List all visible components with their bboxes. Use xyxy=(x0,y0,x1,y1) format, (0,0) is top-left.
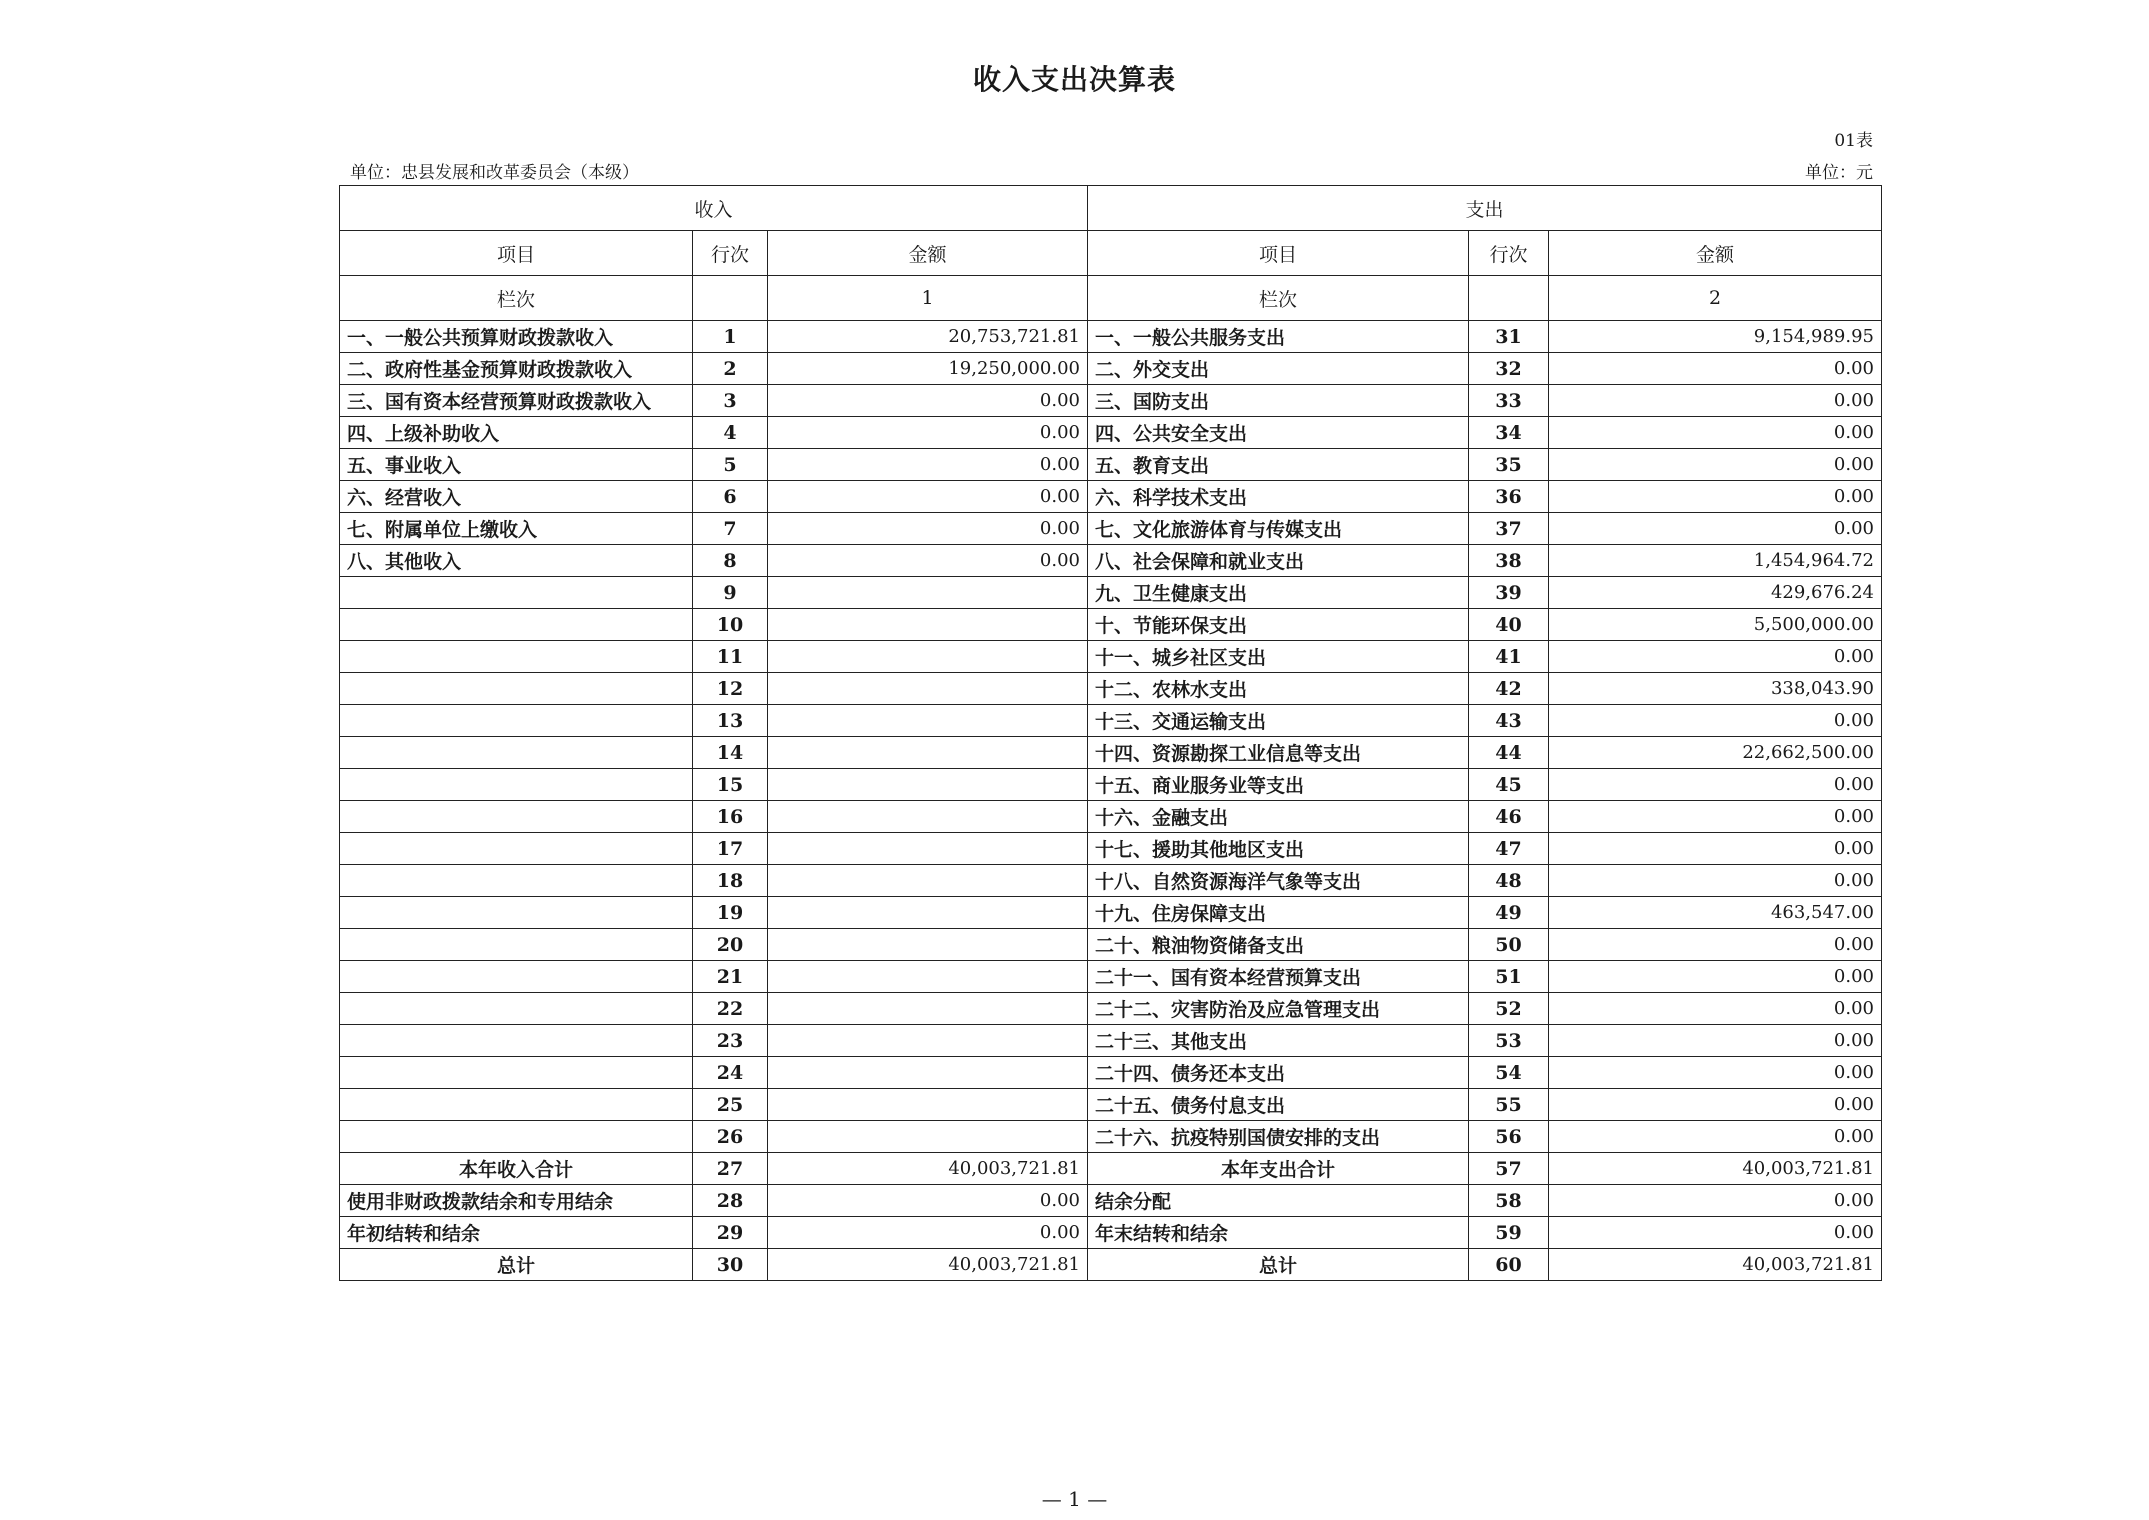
expense-amount-cell: 463,547.00 xyxy=(1549,897,1882,929)
expense-rowno-cell: 55 xyxy=(1469,1089,1549,1121)
expense-amount-cell: 0.00 xyxy=(1549,705,1882,737)
income-item-cell xyxy=(340,1025,693,1057)
table-row xyxy=(340,417,1882,449)
income-rowno-cell: 10 xyxy=(693,609,768,641)
income-amount-cell xyxy=(768,833,1088,865)
expense-lanci-label: 栏次 xyxy=(1088,276,1469,321)
expense-amount-cell: 0.00 xyxy=(1549,769,1882,801)
expense-rowno-cell: 50 xyxy=(1469,929,1549,961)
expense-item-cell: 十八、自然资源海洋气象等支出 xyxy=(1088,865,1469,897)
income-amount-cell xyxy=(768,737,1088,769)
income-rowno-cell: 19 xyxy=(693,897,768,929)
expense-item-cell: 九、卫生健康支出 xyxy=(1088,577,1469,609)
income-item-cell xyxy=(340,705,693,737)
expense-amount-cell: 40,003,721.81 xyxy=(1549,1153,1882,1185)
table-row xyxy=(340,321,1882,353)
expense-amount-cell: 0.00 xyxy=(1549,353,1882,385)
income-item-cell xyxy=(340,833,693,865)
income-expense-table xyxy=(339,185,1882,1281)
expense-item-cell: 四、公共安全支出 xyxy=(1088,417,1469,449)
income-rowno-cell: 7 xyxy=(693,513,768,545)
table-row xyxy=(340,705,1882,737)
expense-amount-cell: 0.00 xyxy=(1549,961,1882,993)
expense-rowno-cell: 59 xyxy=(1469,1217,1549,1249)
table-row xyxy=(340,1089,1882,1121)
expense-amount-cell: 1,454,964.72 xyxy=(1549,545,1882,577)
expense-amount-cell: 9,154,989.95 xyxy=(1549,321,1882,353)
income-amount-cell xyxy=(768,705,1088,737)
income-item-cell: 七、附属单位上缴收入 xyxy=(340,513,693,545)
expense-amount-cell: 40,003,721.81 xyxy=(1549,1249,1882,1281)
income-amount-cell xyxy=(768,577,1088,609)
expense-rowno-cell: 51 xyxy=(1469,961,1549,993)
expense-amount-cell: 0.00 xyxy=(1549,1089,1882,1121)
income-amount-cell xyxy=(768,1121,1088,1153)
expense-item-cell: 二十二、灾害防治及应急管理支出 xyxy=(1088,993,1469,1025)
income-rowno-header: 行次 xyxy=(693,231,768,276)
income-item-header: 项目 xyxy=(340,231,693,276)
income-item-cell xyxy=(340,1121,693,1153)
expense-item-cell: 总计 xyxy=(1088,1249,1469,1281)
income-item-cell xyxy=(340,577,693,609)
expense-item-cell: 十、节能环保支出 xyxy=(1088,609,1469,641)
income-item-cell: 六、经营收入 xyxy=(340,481,693,513)
expense-rowno-cell: 57 xyxy=(1469,1153,1549,1185)
income-rowno-cell: 16 xyxy=(693,801,768,833)
expense-rowno-cell: 45 xyxy=(1469,769,1549,801)
expense-item-cell: 一、一般公共服务支出 xyxy=(1088,321,1469,353)
expense-item-cell: 十三、交通运输支出 xyxy=(1088,705,1469,737)
income-amount-cell: 0.00 xyxy=(768,1217,1088,1249)
income-rowno-cell: 28 xyxy=(693,1185,768,1217)
income-amount-header: 金额 xyxy=(768,231,1088,276)
income-amount-cell: 40,003,721.81 xyxy=(768,1153,1088,1185)
expense-item-cell: 二、外交支出 xyxy=(1088,353,1469,385)
income-rowno-cell: 4 xyxy=(693,417,768,449)
income-rowno-cell: 24 xyxy=(693,1057,768,1089)
income-amount-cell: 0.00 xyxy=(768,481,1088,513)
expense-item-cell: 年末结转和结余 xyxy=(1088,1217,1469,1249)
currency-unit: 单位：元 xyxy=(1805,163,1873,183)
income-amount-cell xyxy=(768,897,1088,929)
income-rowno-cell: 20 xyxy=(693,929,768,961)
expense-rowno-header: 行次 xyxy=(1469,231,1549,276)
expense-amount-cell: 429,676.24 xyxy=(1549,577,1882,609)
income-item-cell: 总计 xyxy=(340,1249,693,1281)
expense-amount-cell: 0.00 xyxy=(1549,993,1882,1025)
income-amount-cell: 0.00 xyxy=(768,449,1088,481)
table-row xyxy=(340,737,1882,769)
table-row xyxy=(340,1121,1882,1153)
expense-rowno-cell: 54 xyxy=(1469,1057,1549,1089)
total-row xyxy=(340,1217,1882,1249)
expense-rowno-cell: 34 xyxy=(1469,417,1549,449)
income-amount-cell xyxy=(768,769,1088,801)
income-rowno-cell: 23 xyxy=(693,1025,768,1057)
table-row xyxy=(340,513,1882,545)
expense-item-cell: 七、文化旅游体育与传媒支出 xyxy=(1088,513,1469,545)
expense-rowno-cell: 47 xyxy=(1469,833,1549,865)
header-row-sections xyxy=(340,186,1882,231)
expense-amount-cell: 0.00 xyxy=(1549,1025,1882,1057)
income-item-cell xyxy=(340,1057,693,1089)
table-row xyxy=(340,833,1882,865)
expense-item-header: 项目 xyxy=(1088,231,1469,276)
table-row xyxy=(340,385,1882,417)
expense-amount-cell: 0.00 xyxy=(1549,833,1882,865)
expense-rowno-cell: 41 xyxy=(1469,641,1549,673)
header-row-columns xyxy=(340,231,1882,276)
income-amount-cell: 0.00 xyxy=(768,513,1088,545)
expense-item-cell: 十二、农林水支出 xyxy=(1088,673,1469,705)
expense-rowno-cell: 35 xyxy=(1469,449,1549,481)
income-rowno-cell: 17 xyxy=(693,833,768,865)
expense-item-cell: 十四、资源勘探工业信息等支出 xyxy=(1088,737,1469,769)
income-amount-cell: 0.00 xyxy=(768,545,1088,577)
expense-amount-cell: 0.00 xyxy=(1549,513,1882,545)
income-item-cell: 二、政府性基金预算财政拨款收入 xyxy=(340,353,693,385)
expense-amount-cell: 338,043.90 xyxy=(1549,673,1882,705)
expense-rowno-cell: 38 xyxy=(1469,545,1549,577)
expense-amount-header: 金额 xyxy=(1549,231,1882,276)
income-lanci-number: 1 xyxy=(768,276,1088,321)
table-row xyxy=(340,769,1882,801)
expense-rowno-cell: 40 xyxy=(1469,609,1549,641)
expense-item-cell: 十一、城乡社区支出 xyxy=(1088,641,1469,673)
expense-item-cell: 五、教育支出 xyxy=(1088,449,1469,481)
income-rowno-cell: 29 xyxy=(693,1217,768,1249)
expense-item-cell: 三、国防支出 xyxy=(1088,385,1469,417)
expense-item-cell: 二十五、债务付息支出 xyxy=(1088,1089,1469,1121)
income-rowno-cell: 30 xyxy=(693,1249,768,1281)
income-item-cell xyxy=(340,865,693,897)
table-row xyxy=(340,353,1882,385)
expense-rowno-cell: 44 xyxy=(1469,737,1549,769)
table-row xyxy=(340,929,1882,961)
reporting-unit: 单位：忠县发展和改革委员会（本级） xyxy=(350,163,639,183)
expense-item-cell: 二十一、国有资本经营预算支出 xyxy=(1088,961,1469,993)
income-section-header: 收入 xyxy=(340,186,1088,231)
income-amount-cell xyxy=(768,929,1088,961)
expense-item-cell: 六、科学技术支出 xyxy=(1088,481,1469,513)
income-item-cell xyxy=(340,929,693,961)
table-row xyxy=(340,673,1882,705)
expense-amount-cell: 0.00 xyxy=(1549,385,1882,417)
income-rowno-cell: 1 xyxy=(693,321,768,353)
expense-rowno-cell: 32 xyxy=(1469,353,1549,385)
expense-rowno-cell: 46 xyxy=(1469,801,1549,833)
income-rowno-cell: 18 xyxy=(693,865,768,897)
expense-amount-cell: 0.00 xyxy=(1549,641,1882,673)
income-amount-cell xyxy=(768,1025,1088,1057)
total-row xyxy=(340,1153,1882,1185)
income-amount-cell xyxy=(768,1057,1088,1089)
expense-amount-cell: 0.00 xyxy=(1549,1217,1882,1249)
table-row xyxy=(340,609,1882,641)
expense-rowno-cell: 31 xyxy=(1469,321,1549,353)
income-item-cell: 八、其他收入 xyxy=(340,545,693,577)
income-amount-cell: 19,250,000.00 xyxy=(768,353,1088,385)
table-row xyxy=(340,1025,1882,1057)
income-lanci-blank xyxy=(693,276,768,321)
income-rowno-cell: 15 xyxy=(693,769,768,801)
table-row xyxy=(340,801,1882,833)
expense-rowno-cell: 52 xyxy=(1469,993,1549,1025)
income-item-cell: 五、事业收入 xyxy=(340,449,693,481)
income-rowno-cell: 22 xyxy=(693,993,768,1025)
income-amount-cell: 20,753,721.81 xyxy=(768,321,1088,353)
income-rowno-cell: 11 xyxy=(693,641,768,673)
income-item-cell xyxy=(340,609,693,641)
expense-rowno-cell: 42 xyxy=(1469,673,1549,705)
expense-amount-cell: 0.00 xyxy=(1549,417,1882,449)
expense-item-cell: 十九、住房保障支出 xyxy=(1088,897,1469,929)
total-row xyxy=(340,1185,1882,1217)
income-rowno-cell: 5 xyxy=(693,449,768,481)
table-row xyxy=(340,481,1882,513)
expense-rowno-cell: 49 xyxy=(1469,897,1549,929)
income-amount-cell: 0.00 xyxy=(768,1185,1088,1217)
income-item-cell: 四、上级补助收入 xyxy=(340,417,693,449)
income-amount-cell: 40,003,721.81 xyxy=(768,1249,1088,1281)
expense-item-cell: 二十四、债务还本支出 xyxy=(1088,1057,1469,1089)
expense-rowno-cell: 37 xyxy=(1469,513,1549,545)
expense-rowno-cell: 60 xyxy=(1469,1249,1549,1281)
table-row xyxy=(340,897,1882,929)
income-item-cell: 本年收入合计 xyxy=(340,1153,693,1185)
income-rowno-cell: 2 xyxy=(693,353,768,385)
form-number: 01表 xyxy=(1834,131,1873,151)
expense-item-cell: 十五、商业服务业等支出 xyxy=(1088,769,1469,801)
income-amount-cell xyxy=(768,865,1088,897)
expense-rowno-cell: 58 xyxy=(1469,1185,1549,1217)
table-row xyxy=(340,961,1882,993)
table-row xyxy=(340,1057,1882,1089)
income-rowno-cell: 14 xyxy=(693,737,768,769)
income-item-cell: 年初结转和结余 xyxy=(340,1217,693,1249)
income-item-cell xyxy=(340,673,693,705)
expense-item-cell: 八、社会保障和就业支出 xyxy=(1088,545,1469,577)
expense-item-cell: 结余分配 xyxy=(1088,1185,1469,1217)
table-row xyxy=(340,545,1882,577)
income-rowno-cell: 8 xyxy=(693,545,768,577)
income-amount-cell xyxy=(768,609,1088,641)
expense-item-cell: 十六、金融支出 xyxy=(1088,801,1469,833)
expense-amount-cell: 0.00 xyxy=(1549,929,1882,961)
income-item-cell: 使用非财政拨款结余和专用结余 xyxy=(340,1185,693,1217)
income-amount-cell xyxy=(768,993,1088,1025)
table-row xyxy=(340,577,1882,609)
expense-section-header: 支出 xyxy=(1088,186,1882,231)
expense-amount-cell: 0.00 xyxy=(1549,865,1882,897)
income-item-cell xyxy=(340,801,693,833)
expense-rowno-cell: 33 xyxy=(1469,385,1549,417)
expense-amount-cell: 0.00 xyxy=(1549,1185,1882,1217)
expense-rowno-cell: 36 xyxy=(1469,481,1549,513)
expense-amount-cell: 0.00 xyxy=(1549,1057,1882,1089)
expense-amount-cell: 0.00 xyxy=(1549,801,1882,833)
income-item-cell xyxy=(340,897,693,929)
header-row-lanci xyxy=(340,276,1882,321)
expense-rowno-cell: 56 xyxy=(1469,1121,1549,1153)
income-amount-cell xyxy=(768,673,1088,705)
expense-item-cell: 十七、援助其他地区支出 xyxy=(1088,833,1469,865)
table-row xyxy=(340,449,1882,481)
expense-item-cell: 二十三、其他支出 xyxy=(1088,1025,1469,1057)
income-rowno-cell: 21 xyxy=(693,961,768,993)
income-rowno-cell: 13 xyxy=(693,705,768,737)
expense-rowno-cell: 53 xyxy=(1469,1025,1549,1057)
income-lanci-label: 栏次 xyxy=(340,276,693,321)
income-item-cell xyxy=(340,737,693,769)
table-row xyxy=(340,993,1882,1025)
expense-item-cell: 二十六、抗疫特别国债安排的支出 xyxy=(1088,1121,1469,1153)
income-amount-cell xyxy=(768,801,1088,833)
income-rowno-cell: 6 xyxy=(693,481,768,513)
expense-amount-cell: 22,662,500.00 xyxy=(1549,737,1882,769)
page-title: 收入支出决算表 xyxy=(972,63,1176,96)
income-item-cell xyxy=(340,961,693,993)
income-rowno-cell: 12 xyxy=(693,673,768,705)
income-item-cell xyxy=(340,993,693,1025)
expense-amount-cell: 0.00 xyxy=(1549,481,1882,513)
expense-amount-cell: 5,500,000.00 xyxy=(1549,609,1882,641)
income-item-cell xyxy=(340,641,693,673)
income-amount-cell xyxy=(768,641,1088,673)
expense-rowno-cell: 48 xyxy=(1469,865,1549,897)
expense-lanci-blank xyxy=(1469,276,1549,321)
expense-amount-cell: 0.00 xyxy=(1549,1121,1882,1153)
income-item-cell: 一、一般公共预算财政拨款收入 xyxy=(340,321,693,353)
table-row xyxy=(340,865,1882,897)
income-amount-cell: 0.00 xyxy=(768,385,1088,417)
expense-lanci-number: 2 xyxy=(1549,276,1882,321)
page-number: — 1 — xyxy=(1041,1487,1108,1511)
expense-rowno-cell: 39 xyxy=(1469,577,1549,609)
income-rowno-cell: 25 xyxy=(693,1089,768,1121)
income-rowno-cell: 27 xyxy=(693,1153,768,1185)
income-rowno-cell: 26 xyxy=(693,1121,768,1153)
expense-rowno-cell: 43 xyxy=(1469,705,1549,737)
expense-item-cell: 本年支出合计 xyxy=(1088,1153,1469,1185)
income-amount-cell xyxy=(768,1089,1088,1121)
expense-item-cell: 二十、粮油物资储备支出 xyxy=(1088,929,1469,961)
income-amount-cell xyxy=(768,961,1088,993)
expense-amount-cell: 0.00 xyxy=(1549,449,1882,481)
total-row xyxy=(340,1249,1882,1281)
income-item-cell: 三、国有资本经营预算财政拨款收入 xyxy=(340,385,693,417)
income-rowno-cell: 3 xyxy=(693,385,768,417)
income-rowno-cell: 9 xyxy=(693,577,768,609)
income-item-cell xyxy=(340,769,693,801)
income-amount-cell: 0.00 xyxy=(768,417,1088,449)
income-item-cell xyxy=(340,1089,693,1121)
table-row xyxy=(340,641,1882,673)
